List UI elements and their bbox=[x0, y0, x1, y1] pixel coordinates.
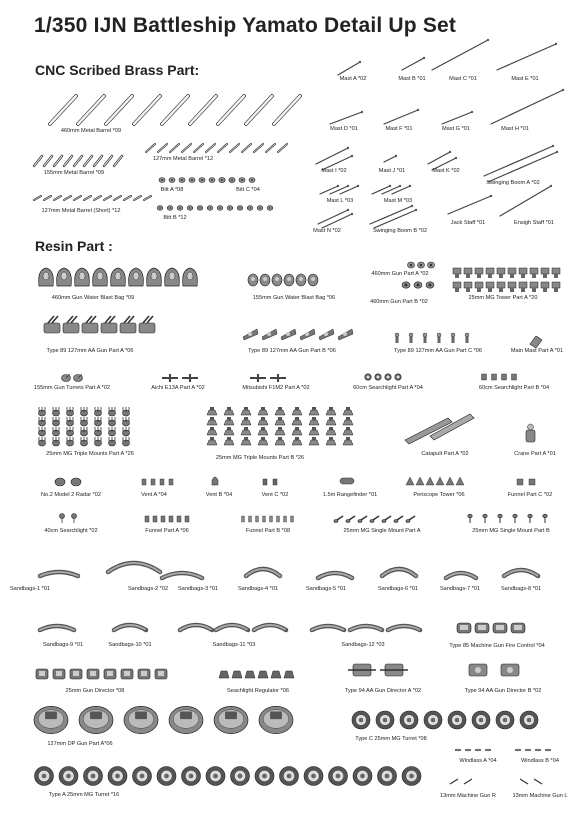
mg-triple-mounts-part-b-row3 bbox=[207, 427, 353, 435]
label-mast-c-01: Mast C *01 bbox=[449, 76, 477, 82]
label-40cm-searchlight-02: 40cm Searchlight *02 bbox=[44, 528, 98, 534]
brass-mast-l-03 bbox=[320, 185, 339, 194]
label-25mm-gun-director-08: 25mm Gun Director *08 bbox=[65, 688, 125, 694]
label-vent-a-04: Vent A *04 bbox=[141, 492, 167, 498]
aa-gun-director-b-type94 bbox=[469, 664, 519, 676]
aa-gun-part-a-type89 bbox=[44, 316, 155, 333]
label-aichi-e13a-part-a-02: Aichi E13A Part A *02 bbox=[151, 385, 205, 391]
label-sandbags-8-01: Sandbags-8 *01 bbox=[500, 586, 542, 592]
aa-gun-director-a-type94 bbox=[348, 664, 408, 676]
mg-triple-mounts-part-a-row4 bbox=[39, 437, 130, 446]
mg-turret-type-c-25mm bbox=[352, 711, 538, 729]
brass-mast-f-01 bbox=[384, 109, 419, 124]
brass-mast-d-01 bbox=[330, 111, 363, 124]
gun-turrets-part-a-155mm bbox=[62, 374, 83, 382]
label-sandbags-6-01: Sandbags-6 *01 bbox=[377, 586, 419, 592]
sandbags-12-03-piece bbox=[350, 626, 382, 630]
label-type-94-aa-gun-director-a-02: Type 94 AA Gun Director A *02 bbox=[344, 688, 422, 694]
mg-single-mount-part-a bbox=[334, 516, 415, 523]
sandbags-1-01 bbox=[40, 572, 78, 576]
sandbags-11-03-piece bbox=[216, 625, 248, 630]
label-60cm-searchlight-part-b-04: 60cm Searchlight Part B *04 bbox=[478, 385, 550, 391]
label-type-85-machine-gun-fire-control-04: Type 85 Machine Gun Fire Control *04 bbox=[449, 643, 545, 649]
brass-mast-m-03 bbox=[392, 185, 411, 194]
catapult-part-a bbox=[405, 414, 474, 444]
brass-swinging-boom-b-02 bbox=[374, 209, 417, 228]
sandbags-2-02 bbox=[108, 563, 160, 572]
machine-gun-l-13mm bbox=[520, 779, 542, 784]
windlass-b bbox=[515, 749, 551, 752]
label-swinging-boom-b-02: Swinging Boom B *02 bbox=[372, 228, 428, 234]
brass-jack-staff-01 bbox=[448, 195, 492, 214]
funnel-part-c bbox=[517, 479, 535, 485]
label-mitsubishi-f1m2-part-a-02: Mitsubishi F1M2 Part A *02 bbox=[242, 385, 310, 391]
searchlight-40cm bbox=[60, 514, 77, 524]
rangefinder-1-5m bbox=[340, 478, 354, 484]
bitt-b bbox=[157, 206, 273, 211]
fire-control-type85 bbox=[457, 623, 525, 633]
label-type-94-aa-gun-director-b-02: Type 94 AA Gun Director B *02 bbox=[464, 688, 542, 694]
aa-gun-part-c-type89 bbox=[395, 333, 469, 343]
label-127mm-metal-barrel-12: 127mm Metal Barrel *12 bbox=[152, 156, 214, 162]
label-type-a-25mm-mg-turret-16: Type A 25mm MG Turret *16 bbox=[48, 792, 120, 798]
label-25mm-mg-triple-mounts-part-b-26: 25mm MG Triple Mounts Part B *26 bbox=[215, 455, 305, 461]
gun-part-a-460mm bbox=[408, 262, 435, 268]
metal-barrel-127mm bbox=[146, 144, 287, 152]
label-jack-staff-01: Jack Staff *01 bbox=[450, 220, 486, 226]
crane-part-a bbox=[526, 424, 535, 442]
brass-swinging-boom-a-02 bbox=[488, 151, 558, 182]
mg-triple-mounts-part-a-row2 bbox=[39, 417, 130, 426]
sandbags-9-01-piece bbox=[40, 626, 74, 630]
water-blast-bag-155mm bbox=[248, 274, 318, 286]
label-main-mast-part-a-01: Main Mast Part A *01 bbox=[510, 348, 564, 354]
mg-triple-mounts-part-b-row2 bbox=[207, 417, 353, 425]
brass-mast-a-02 bbox=[338, 61, 361, 75]
brass-mast-n-02 bbox=[318, 209, 349, 224]
label-swinging-boom-a-02: Swinging Boom A *02 bbox=[486, 180, 540, 186]
label-bitt-c-04: Bitt C *04 bbox=[236, 187, 260, 193]
sandbags-6-01 bbox=[382, 569, 416, 576]
label-mast-g-01: Mast G *01 bbox=[442, 126, 470, 132]
brass-mast-m-03 bbox=[382, 185, 401, 194]
mg-turret-type-a-25mm bbox=[35, 767, 422, 786]
vent-a bbox=[142, 479, 173, 485]
mg-tower-part-a-25mm-row2 bbox=[453, 282, 560, 292]
label-25mm-mg-single-mount-part-a: 25mm MG Single Mount Part A bbox=[343, 528, 421, 534]
label-mast-a-02: Mast A *02 bbox=[339, 76, 367, 82]
label-windlass-a-04: Windlass A *04 bbox=[459, 758, 497, 764]
label-155mm-metal-barrel-09: 155mm Metal Barrel *09 bbox=[43, 170, 105, 176]
brass-mast-l-03 bbox=[340, 185, 359, 194]
sandbags-5-01 bbox=[318, 573, 352, 578]
label-funnel-part-b-08: Funnel Part B *08 bbox=[245, 528, 291, 534]
label-460mm-gun-water-blast-bag-09: 460mm Gun Water Blast Bag *09 bbox=[51, 295, 135, 301]
funnel-part-b bbox=[242, 516, 294, 522]
label-catapult-part-a-02: Catapult Part A *02 bbox=[421, 451, 469, 457]
brass-ensigh-staff-01 bbox=[500, 185, 552, 216]
mg-tower-part-a-25mm bbox=[453, 268, 560, 278]
label-no-2-model-2-radar-02: No.2 Model 2 Radar *02 bbox=[40, 492, 102, 498]
metal-barrel-127mm-short bbox=[34, 196, 151, 200]
label-windlass-b-04: Windlass B *04 bbox=[521, 758, 559, 764]
brass-section-heading: CNC Scribed Brass Part: bbox=[35, 62, 200, 78]
label-mast-j-01: Mast J *01 bbox=[378, 168, 406, 174]
aichi-e13a-part-a bbox=[162, 374, 198, 382]
searchlight-part-b-60cm bbox=[482, 374, 517, 380]
label-mast-h-01: Mast H *01 bbox=[501, 126, 529, 132]
label-mast-e-01: Mast E *01 bbox=[511, 76, 539, 82]
mitsubishi-f1m2-part-a bbox=[250, 374, 286, 382]
label-mast-d-01: Mast D *01 bbox=[330, 126, 358, 132]
label-mast-n-02: Mast N *02 bbox=[313, 228, 341, 234]
brass-mast-g-01 bbox=[442, 111, 473, 124]
sandbags-11-03-piece bbox=[180, 625, 212, 630]
periscope-tower bbox=[406, 477, 464, 485]
label-type-89-127mm-aa-gun-part-c-06: Type 89 127mm AA Gun Part C *06 bbox=[394, 348, 482, 354]
label-13mm-machine-gun-l: 13mm Machine Gun L bbox=[512, 793, 568, 799]
sandbags-11-03-piece bbox=[254, 625, 286, 630]
label-crane-part-a-01: Crane Part A *01 bbox=[514, 451, 556, 457]
label-1-5m-rangefinder-01: 1.5m Rangefinder *01 bbox=[322, 492, 378, 498]
sandbags-8-01 bbox=[504, 570, 538, 576]
label-25mm-mg-single-mount-part-b: 25mm MG Single Mount Part B bbox=[472, 528, 550, 534]
mg-triple-mounts-part-a-row1 bbox=[39, 407, 130, 416]
label-type-c-25mm-mg-turret-08: Type C 25mm MG Turret *08 bbox=[355, 736, 427, 742]
label-127mm-dp-gun-part-a-06: 127mm DP Gun Part A*06 bbox=[47, 741, 113, 747]
label-460mm-metal-barrel-09: 460mm Metal Barrel *09 bbox=[60, 128, 122, 134]
label-bitt-b-12: Bitt B *12 bbox=[163, 215, 187, 221]
brass-mast-i-02 bbox=[316, 147, 349, 164]
label-ensigh-staff-01: Ensigh Staff *01 bbox=[513, 220, 555, 226]
label-sandbags-2-02: Sandbags-2 *02 bbox=[127, 586, 169, 592]
searchlight-part-a-60cm bbox=[365, 374, 401, 380]
brass-mast-c-01 bbox=[432, 39, 489, 70]
metal-barrel-155mm bbox=[34, 156, 122, 166]
label-155mm-gun-water-blast-bag-06: 155mm Gun Water Blast Bag *06 bbox=[252, 295, 336, 301]
label-periscope-tower-06: Periscope Tower *06 bbox=[413, 492, 465, 498]
windlass-a bbox=[455, 749, 491, 752]
label-sandbags-4-01: Sandbags-4 *01 bbox=[237, 586, 279, 592]
water-blast-bag-460mm bbox=[39, 268, 198, 286]
metal-barrel-460mm bbox=[50, 96, 300, 124]
label-mast-i-02: Mast I *02 bbox=[321, 168, 347, 174]
label-sandbags-9-01: Sandbags-9 *01 bbox=[42, 642, 84, 648]
funnel-part-a bbox=[145, 516, 189, 522]
label-mast-m-03: Mast M *03 bbox=[383, 198, 413, 204]
vent-c bbox=[263, 479, 277, 485]
brass-mast-h-01 bbox=[491, 89, 564, 124]
label-mast-k-02: Mast K *02 bbox=[432, 168, 460, 174]
label-mast-l-03: Mast L *03 bbox=[326, 198, 354, 204]
label-25mm-mg-tower-part-a-20: 25mm MG Tower Part A *20 bbox=[468, 295, 538, 301]
brass-swinging-boom-a-02 bbox=[484, 145, 554, 176]
label-sandbags-11-03: Sandbags-11 *03 bbox=[212, 642, 256, 648]
label-60cm-searchlight-part-a-04: 60cm Searchlight Part A *04 bbox=[353, 385, 423, 391]
dp-gun-part-a-127mm bbox=[34, 706, 293, 733]
sandbags-12-03-piece bbox=[312, 626, 344, 630]
mg-triple-mounts-part-b-row1 bbox=[207, 407, 353, 415]
mg-triple-mounts-part-a-row3 bbox=[39, 427, 130, 436]
label-bitt-a-08: Bitt A *08 bbox=[160, 187, 184, 193]
label-13mm-machine-gun-r: 13mm Machine Gun R bbox=[440, 793, 496, 799]
brass-mast-j-01 bbox=[384, 155, 397, 162]
bitt-c bbox=[219, 178, 255, 183]
label-seachlight-regulator-06: Seachlight Regulator *06 bbox=[227, 688, 289, 694]
main-mast-part-a bbox=[530, 336, 542, 348]
vent-b bbox=[212, 477, 218, 485]
page-title: 1/350 IJN Battleship Yamato Detail Up Set bbox=[34, 14, 457, 37]
mg-triple-mounts-part-b-row4 bbox=[207, 437, 353, 445]
sandbags-4-01 bbox=[246, 569, 280, 576]
label-460mm-gun-part-a-02: 460mm Gun Part A *02 bbox=[371, 271, 429, 277]
brass-mast-e-01 bbox=[497, 43, 557, 70]
sandbags-3-01 bbox=[162, 573, 202, 578]
label-sandbags-3-01: Sandbags-3 *01 bbox=[177, 586, 219, 592]
label-sandbags-1-01: Sandbags-1 *01 bbox=[9, 586, 51, 592]
brass-mast-m-03 bbox=[372, 185, 391, 194]
machine-gun-r-13mm bbox=[450, 779, 472, 784]
label-funnel-part-a-06: Funnel Part A *06 bbox=[145, 528, 189, 534]
label-460mm-gun-part-b-02: 460mm Gun Part B *02 bbox=[370, 299, 428, 305]
label-mast-f-01: Mast F *01 bbox=[385, 126, 413, 132]
resin-section-heading: Resin Part : bbox=[35, 238, 113, 254]
searchlight-regulator bbox=[219, 671, 294, 678]
brass-mast-b-01 bbox=[402, 57, 425, 70]
radar-no2-model2 bbox=[55, 478, 81, 486]
label-155mm-gun-turrets-part-a-02: 155mm Gun Turrets Part A *02 bbox=[33, 385, 111, 391]
label-type-89-127mm-aa-gun-part-a-06: Type 89 127mm AA Gun Part A *06 bbox=[46, 348, 134, 354]
aa-gun-part-b-type89 bbox=[243, 329, 353, 340]
label-sandbags-10-01: Sandbags-10 *01 bbox=[108, 642, 152, 648]
label-funnel-part-c-02: Funnel Part C *02 bbox=[507, 492, 553, 498]
label-sandbags-12-03: Sandbags-12 *03 bbox=[341, 642, 385, 648]
sandbags-7-01 bbox=[446, 573, 476, 578]
sandbags-12-03-piece bbox=[388, 626, 420, 630]
label-mast-b-01: Mast B *01 bbox=[398, 76, 426, 82]
brass-mast-l-03 bbox=[330, 185, 349, 194]
gun-director-25mm bbox=[36, 669, 167, 679]
label-vent-b-04: Vent B *04 bbox=[205, 492, 233, 498]
mg-single-mount-part-b bbox=[468, 514, 547, 523]
gun-part-b-460mm bbox=[402, 282, 434, 288]
label-vent-c-02: Vent C *02 bbox=[261, 492, 289, 498]
label-sandbags-7-01: Sandbags-7 *01 bbox=[439, 586, 481, 592]
label-25mm-mg-triple-mounts-part-a-26: 25mm MG Triple Mounts Part A *26 bbox=[46, 451, 134, 457]
sandbags-10-01-piece bbox=[114, 625, 146, 630]
label-type-89-127mm-aa-gun-part-b-06: Type 89 127mm AA Gun Part B *06 bbox=[248, 348, 336, 354]
label-127mm-metal-barrel-short-12: 127mm Metal Barrel (Short) *12 bbox=[41, 208, 121, 214]
label-sandbags-5-01: Sandbags-5 *01 bbox=[305, 586, 347, 592]
